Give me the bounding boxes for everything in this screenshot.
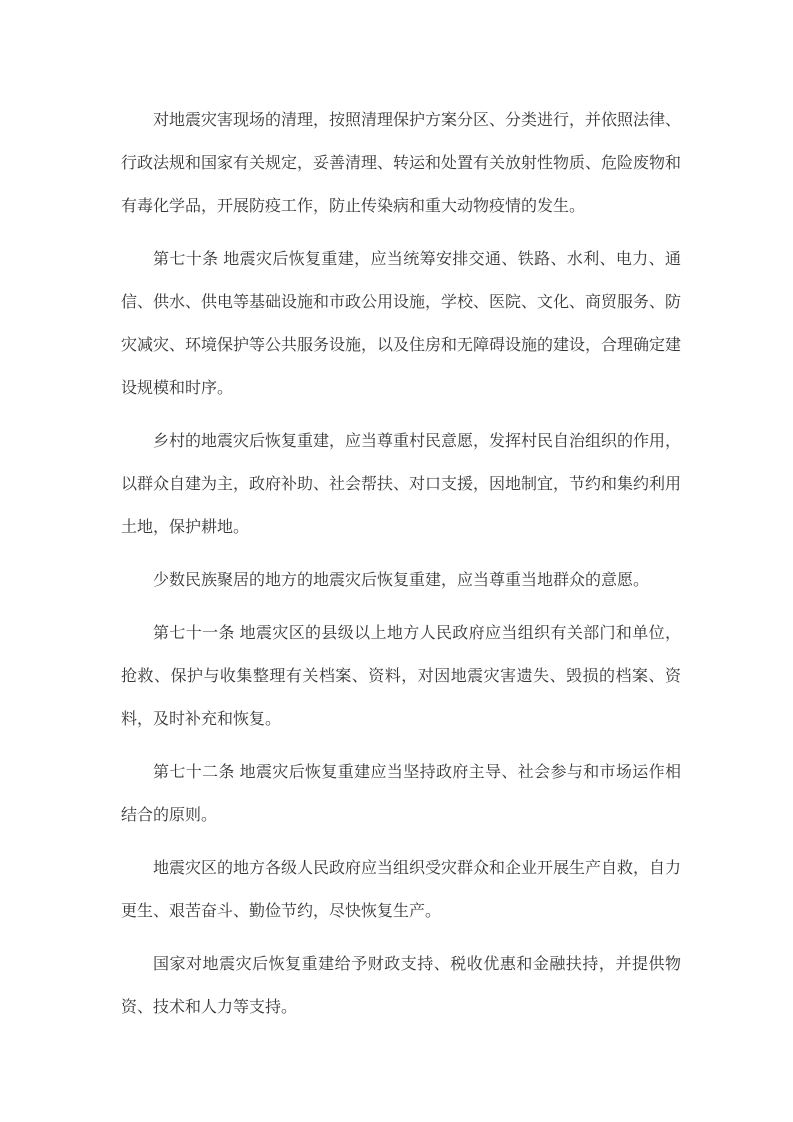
paragraph-site-cleanup: 对地震灾害现场的清理，按照清理保护方案分区、分类进行，并依照法律、行政法规和国家有关规定，妥善清理、转运和处置有关放射性物质、危险废物和有毒化学品，开展防疫工作，防止传染病和重大动物疫情的发生。 xyxy=(121,112,682,215)
paragraph-rural-reconstruction: 乡村的地震灾后恢复重建，应当尊重村民意愿，发挥村民自治组织的作用，以群众自建为主，政府补助、社会帮扶、对口支援，因地制宜，节约和集约利用土地，保护耕地。 xyxy=(121,433,682,536)
paragraph-article-71: 第七十一条 地震灾区的县级以上地方人民政府应当组织有关部门和单位，抢救、保护与收集整理有关档案、资料，对因地震灾害遗失、毁损的档案、资料，及时补充和恢复。 xyxy=(121,625,681,728)
paragraph-minority-areas: 少数民族聚居的地方的地震灾后恢复重建，应当尊重当地群众的意愿。 xyxy=(153,572,650,589)
paragraph-production-self-rescue: 地震灾区的地方各级人民政府应当组织受灾群众和企业开展生产自救，自力更生、艰苦奋斗、勤俭节约，尽快恢复生产。 xyxy=(121,860,682,920)
paragraph-article-70: 第七十条 地震灾后恢复重建，应当统筹安排交通、铁路、水利、电力、通信、供水、供电等基础设施和市政公用设施，学校、医院、文化、商贸服务、防灾减灾、环境保护等公共服务设施，以及住房和无障碍设施的建设，合理确定建设规模和时序。 xyxy=(121,251,682,397)
paragraph-article-72: 第七十二条 地震灾后恢复重建应当坚持政府主导、社会参与和市场运作相结合的原则。 xyxy=(121,764,681,824)
paragraph-state-support: 国家对地震灾后恢复重建给予财政支持、税收优惠和金融扶持，并提供物资、技术和人力等支持。 xyxy=(121,956,681,1016)
